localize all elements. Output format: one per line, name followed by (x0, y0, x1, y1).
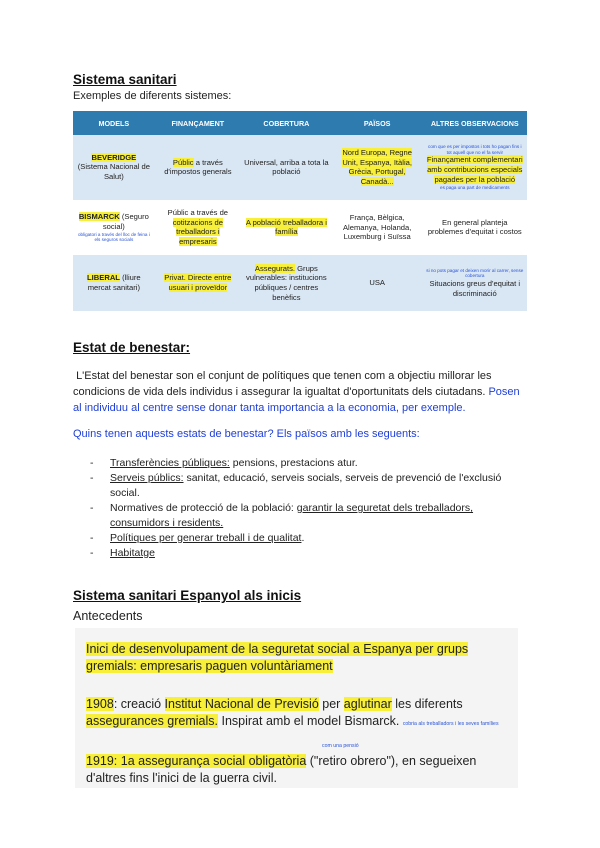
list-item: - Serveis públics: sanitat, educació, serveis socials, serveis de prevenció de l'exclusió social. (88, 471, 528, 501)
list-item: - Transferències públiques: pensions, prestacions atur. (88, 456, 528, 471)
cell-countries: Nord Europa, Regne Unit, Espanya, Itàlia, Grècia, Portugal, Canadà... (332, 135, 423, 200)
cell-financing: Públic a través d'impostos generals (155, 135, 241, 200)
antecedent-1: Inici de desenvolupament de la seguretat social a Espanya per grups gremials: empresaris paguen voluntàriament (86, 642, 469, 673)
cell-coverage: A població treballadora i família (241, 200, 332, 256)
section-title-sistema-espanyol: Sistema sanitari Espanyol als inicis (73, 588, 302, 603)
cell-coverage: Universal, arriba a tota la població (241, 135, 332, 200)
cell-model: LIBERAL (lliure mercat sanitari) (73, 255, 155, 311)
antecedent-2: 1908: creació Institut Nacional de Previsió per aglutinar les diferents assegurances gremials. Inspirat amb el model Bismarck. cobria als treballadors i les seves famílies (86, 697, 499, 728)
cell-observations: si no pots pagar et deixen morir al carrer, sense cobertura Situacions greus d'equitat i discriminació (423, 255, 527, 311)
table-header-row (73, 111, 527, 135)
cell-model: BISMARCK (Seguro social) obligatori a través del lloc de feina i els seguros socials (73, 200, 155, 256)
list-item: - Polítiques per generar treball i de qualitat. (88, 531, 528, 546)
cell-observations: com que es per impostos i tots ho pagan fins i tot aquell que no el fa servir Finançament complementari amb contribucions especials pagades per la població es paga una part de medicaments (423, 135, 527, 200)
table-row-bismarck (73, 200, 527, 256)
header-cobertura: COBERTURA (241, 111, 332, 135)
cell-countries: França, Bèlgica, Alemanya, Holanda, Luxemburg i Suïssa (332, 200, 423, 256)
section-title-estat-benestar: Estat de benestar: (73, 340, 191, 355)
cell-coverage: Assegurats. Grups vulnerables: institucions públiques / centres benèfics (241, 255, 332, 311)
welfare-paragraph: L'Estat del benestar son el conjunt de polítiques que tenen com a objectiu millorar les condicions de vida dels individus i assegurar la igualtat d'oportunitats dels ciutadans. Posen al individuu al centre sense donar tanta importancia a la economia, per exemple. (73, 370, 520, 414)
header-paisos: PAÏSOS (332, 111, 423, 135)
section-subtitle: Exemples de diferents sistemes: (73, 90, 232, 102)
antecedent-2-note: cobria als treballadors i les seves famílies (402, 721, 499, 727)
health-systems-table (73, 111, 527, 311)
cell-financing: Privat. Directe entre usuari i proveïdor (155, 255, 241, 311)
list-item: - Habitatge (88, 546, 528, 561)
antecedent-3: 1919: 1a assegurança social obligatòria ("retiro obrero"), en segueixen d'altres fins l'inici de la guerra civil. (86, 754, 477, 785)
cell-model: BEVERIDGE (Sistema Nacional de Salut) (73, 135, 155, 200)
header-observacions: ALTRES OBSERVACIONS (423, 111, 527, 135)
antecedent-3-note: com una pensió (322, 743, 359, 749)
cell-countries: USA (332, 255, 423, 311)
table-row-liberal (73, 255, 527, 311)
table-row-beveridge (73, 135, 527, 200)
welfare-list (88, 456, 528, 561)
list-item: - Normatives de protecció de la població: garantir la seguretat dels treballadors, consumidors i residents. (88, 501, 528, 531)
header-financament: FINANÇAMENT (155, 111, 241, 135)
antecedents-title: Antecedents (73, 609, 143, 623)
cell-financing: Públic a través de cotitzacions de treballadors i empresaris (155, 200, 241, 256)
header-models: MODELS (73, 111, 155, 135)
section-title-sistema-sanitari: Sistema sanitari (73, 72, 177, 87)
welfare-question: Quins tenen aquests estats de benestar? Els països amb les seguents: (73, 428, 420, 440)
cell-observations: En general planteja problemes d'equitat i costos (423, 200, 527, 256)
